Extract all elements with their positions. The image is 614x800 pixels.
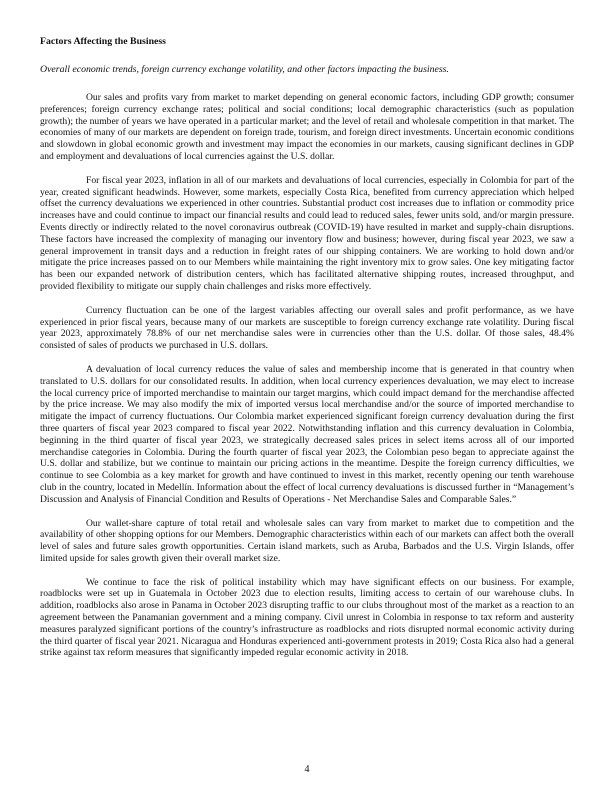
section-heading: Factors Affecting the Business [40,36,166,47]
paragraph-currency-fluctuation: Currency fluctuation can be one of the largest variables affecting our overall sales and profit performance, as we have experienced in prior fiscal years, because many of our markets are susceptible to foreign currency exchange rate volatility. During fiscal year 2023, approximately 78.8% of our net merchandise sales were in currencies other than the U.S. dollar. Of those sales, 48.4% consisted of sales of products we purchased in U.S. dollars. [40,304,574,352]
paragraph-political-instability: We continue to face the risk of political instability which may have significant effects on our business. For example, roadblocks were set up in Guatemala in October 2023 due to election results, limiting access to certain of our warehouse clubs. In addition, roadblocks also arose in Panama in October 2023 disrupting traffic to our clubs throughout most of the market as a reaction to an agreement between the Panamanian government and a mining company. Civil unrest in Colombia in response to tax reform and austerity measures paralyzed significant portions of the country’s infrastructure as roadblocks and riots disrupted normal economic activity during the third quarter of fiscal year 2021. Nicaragua and Honduras experienced anti-government protests in 2019; Costa Rica also had a general strike against tax reform measures that significantly impeded regular economic activity in 2018. [40,576,574,659]
paragraph-economic-factors: Our sales and profits vary from market to market depending on general economic factors, including GDP growth; consumer preferences; foreign currency exchange rates; political and social conditions; local demographic characteristics (such as population growth); the number of years we have operated in a particular market; and the level of retail and wholesale competition in that market. The economies of many of our markets are dependent on foreign trade, tourism, and foreign direct investments. Uncertain economic conditions and slowdown in global economic growth and investment may impact the economies in our markets, causing significant declines in GDP and employment and devaluations of local currencies against the U.S. dollar. [40,92,574,162]
paragraph-inflation: For fiscal year 2023, inflation in all of our markets and devaluations of local currencies, especially in Colombia for part of the year, created significant headwinds. However, some markets, especially Costa Rica, benefited from currency appreciation which helped offset the currency devaluations we experienced in other countries. Substantial product cost increases due to inflation or commodity price increases have and could continue to impact our financial results and could lead to reduced sales, fewer units sold, and/or margin pressure. Events directly or indirectly related to the novel coronavirus outbreak (COVID-19) have resulted in market and supply-chain disruptions. These factors have increased the complexity of managing our inventory flow and business; however, during fiscal year 2023, we saw a general improvement in transit days and a reduction in freight rates of our shipping containers. We are working to hold down and/or mitigate the price increases passed on to our Members while maintaining the right inventory mix to grow sales. One key mitigating factor has been our expanded network of distribution centers, which has facilitated alternative shipping routes, increased throughput, and provided flexibility to mitigate our supply chain challenges and risks more effectively. [40,174,574,292]
paragraph-devaluation: A devaluation of local currency reduces the value of sales and membership income that is generated in that country when translated to U.S. dollars for our consolidated results. In addition, when local currency experiences devaluation, we may elect to increase the local currency price of imported merchandise to maintain our target margins, which could impact demand for the merchandise affected by the price increase. We may also modify the mix of imported versus local merchandise and/or the source of imported merchandise to mitigate the impact of currency fluctuations. Our Colombia market experienced significant foreign currency devaluation during the first three quarters of fiscal year 2023 compared to fiscal year 2022. Notwithstanding inflation and this currency devaluation in Colombia, beginning in the third quarter of fiscal year 2023, we strategically decreased sales prices in select items across all of our imported merchandise categories in Colombia. During the fourth quarter of fiscal year 2023, the Colombian peso began to appreciate against the U.S. dollar and stabilize, but we continue to maintain our pricing actions in the meantime. Despite the foreign currency difficulties, we continue to see Colombia as a key market for growth and have continued to invest in this market, recently opening our tenth warehouse club in the country, located in Medellín. Information about the effect of local currency devaluations is discussed further in “Management’s Discussion and Analysis of Financial Condition and Results of Operations - Net Merchandise Sales and Comparable Sales.” [40,363,574,505]
paragraph-wallet-share: Our wallet-share capture of total retail and wholesale sales can vary from market to market due to competition and the availability of other shopping options for our Members. Demographic characteristics within each of our markets can affect both the overall level of sales and future sales growth opportunities. Certain island markets, such as Aruba, Barbados and the U.S. Virgin Islands, offer limited upside for sales growth given their overall market size. [40,517,574,564]
section-subheading: Overall economic trends, foreign currency exchange volatility, and other factors impacting the business. [40,64,449,75]
page-number: 4 [304,764,310,775]
document-page [40,36,574,671]
